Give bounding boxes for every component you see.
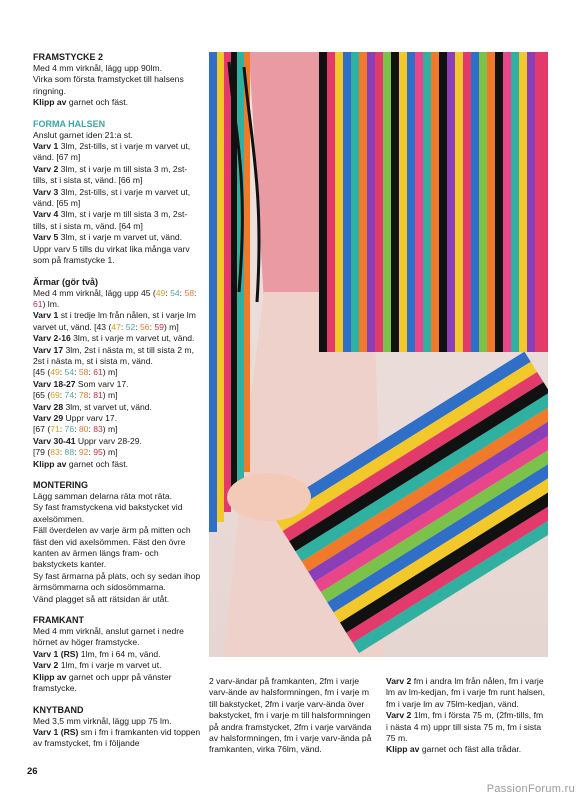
row-instruction: Varv 1 (RS) sm i fm i framkanten vid toppen av framstycket, fm i följande: [33, 726, 201, 749]
row-instruction: Varv 2 fm i andra lm från nålen, fm i varje lm av lm-kedjan, fm i varje fm runt halsen, fm i varje lm av 75lm-kedjan, vänd.: [386, 676, 546, 709]
watermark: PassionForum.ru: [486, 783, 575, 795]
row-instruction: Varv 1 3lm, 2st-tills, st i varje m varvet ut, vänd. [67 m]: [33, 141, 191, 163]
row-instruction: Varv 30-41 Uppr varv 28-29. [79 (83: 88: 92: 95) m]: [33, 435, 142, 458]
row-instruction: Varv 1 (RS) 1lm, fm i 64 m, vänd.: [33, 648, 161, 659]
row-instruction: Varv 2-16 3lm, st i varje m varvet ut, vänd.: [33, 333, 195, 344]
row-instruction: Varv 4 3lm, st i varje m till sista 3 m, 2st-tills, st i sista m, vänd. [64 m]: [33, 209, 188, 231]
montering-text: Vänd plagget så att rätsidan är utåt.: [33, 593, 170, 604]
montering-heading: MONTERING: [33, 480, 88, 490]
knytband-text: Med 3,5 mm virknål, lägg upp 75 lm.: [33, 715, 172, 726]
product-photo: [209, 52, 548, 657]
crochet-cardigan-image: [209, 52, 548, 657]
montering-text: Sy fast framstyckena vid bakstycket vid axelsömmen.: [33, 502, 183, 524]
row-instruction: Varv 2 1lm, fm i varje m varvet ut.: [33, 660, 162, 671]
framstycke-text-1: Med 4 mm virknål, lägg upp 90lm.: [33, 63, 162, 73]
montering-text: Lägg samman delarna räta mot räta.: [33, 491, 173, 501]
framstycke-heading: FRAMSTYCKE 2: [33, 52, 104, 62]
framkant-text: Med 4 mm virknål, anslut garnet i nedre hörnet av höger framstycke.: [33, 626, 184, 648]
knytband-heading: KNYTBAND: [33, 704, 84, 715]
armar-text: Med 4 mm virknål, lägg upp 45 (49: 54: 58: 61) lm.: [33, 287, 197, 309]
armar-heading: Ärmar (gör två): [33, 276, 99, 287]
final-klipp-text: Klipp av garnet och fäst alla trådar.: [386, 744, 522, 755]
framstycke-text-2: Virka som första framstycket till halsens ringning.: [33, 74, 184, 96]
montering-text: Fäll överdelen av varje ärm på mitten och fäst den vid axelsömmen. Fäst den övre kanten av ärmen längs fram- och bakstyckets kanter.: [33, 525, 191, 570]
forma-text: Anslut garnet iden 21:a st.: [33, 129, 133, 140]
framstycke-text-3: Klipp av garnet och fäst.: [33, 97, 129, 108]
row-instruction: Varv 18-27 Som varv 17. [65 (69: 74: 78: 81) m]: [33, 378, 129, 401]
forma-halsen-heading: FORMA HALSEN: [33, 118, 106, 129]
middle-column: [209, 676, 379, 756]
forma-end-text: Uppr varv 5 tills du virkat lika många varv som på framstycke 1.: [33, 243, 190, 266]
row-instruction: Varv 17 3lm, 2st i nästa m, st till sista 2 m, 2st i nästa m, st i sista m, vänd. [45 (49: 54: 58: 61) m]: [33, 344, 194, 378]
left-column: [33, 52, 201, 750]
page-number: 26: [27, 766, 38, 777]
row-instruction: Varv 3 3lm, 2st-tills, st i varje m varvet ut, vänd. [65 m]: [33, 186, 191, 209]
framkant-heading: FRAMKANT: [33, 615, 84, 626]
row-instruction: Varv 5 3lm, st i varje m varvet ut, vänd.: [33, 232, 183, 243]
row-instruction: Varv 2 1lm, fm i första 75 m, (2fm-tills, fm i nästa 4 m) uppr till sista 75 m, fm i sista 75 m.: [386, 710, 544, 744]
row-instruction: Varv 28 3lm, st varvet ut, vänd.: [33, 401, 152, 412]
right-column: [386, 676, 546, 756]
armar-klipp-text: Klipp av garnet och fäst.: [33, 458, 129, 469]
montering-text: Sy fast ärmarna på plats, och sy sedan ihop ärmsömmarna och sidosömmarna.: [33, 570, 201, 593]
row-instruction: Varv 2 3lm, st i varje m till sista 3 m, 2st-tills, st i sista st, vänd. [66 m]: [33, 163, 188, 186]
framkant-klipp-text: Klipp av garnet och uppr på vänster framstycke.: [33, 671, 172, 694]
row-instruction: Varv 29 Uppr varv 17. [67 (71: 76: 80: 83) m]: [33, 412, 118, 435]
continuation-text: 2 varv-ändar på framkanten, 2fm i varje varv-ände av halsformningen, fm i varje m till bakstycket, 2fm i varje varv-ända över bakstycket, fm i varje m till halsformningen på andra framstycket, 2fm i varje varvända av halsformningen, fm i varje varv-ända på framkanten, virka 76lm, vänd.: [209, 676, 372, 755]
row-instruction: Varv 1 st i tredje lm från nålen, st i varje lm varvet ut, vänd. [43 (47: 52: 56: 59) m]: [33, 310, 196, 332]
